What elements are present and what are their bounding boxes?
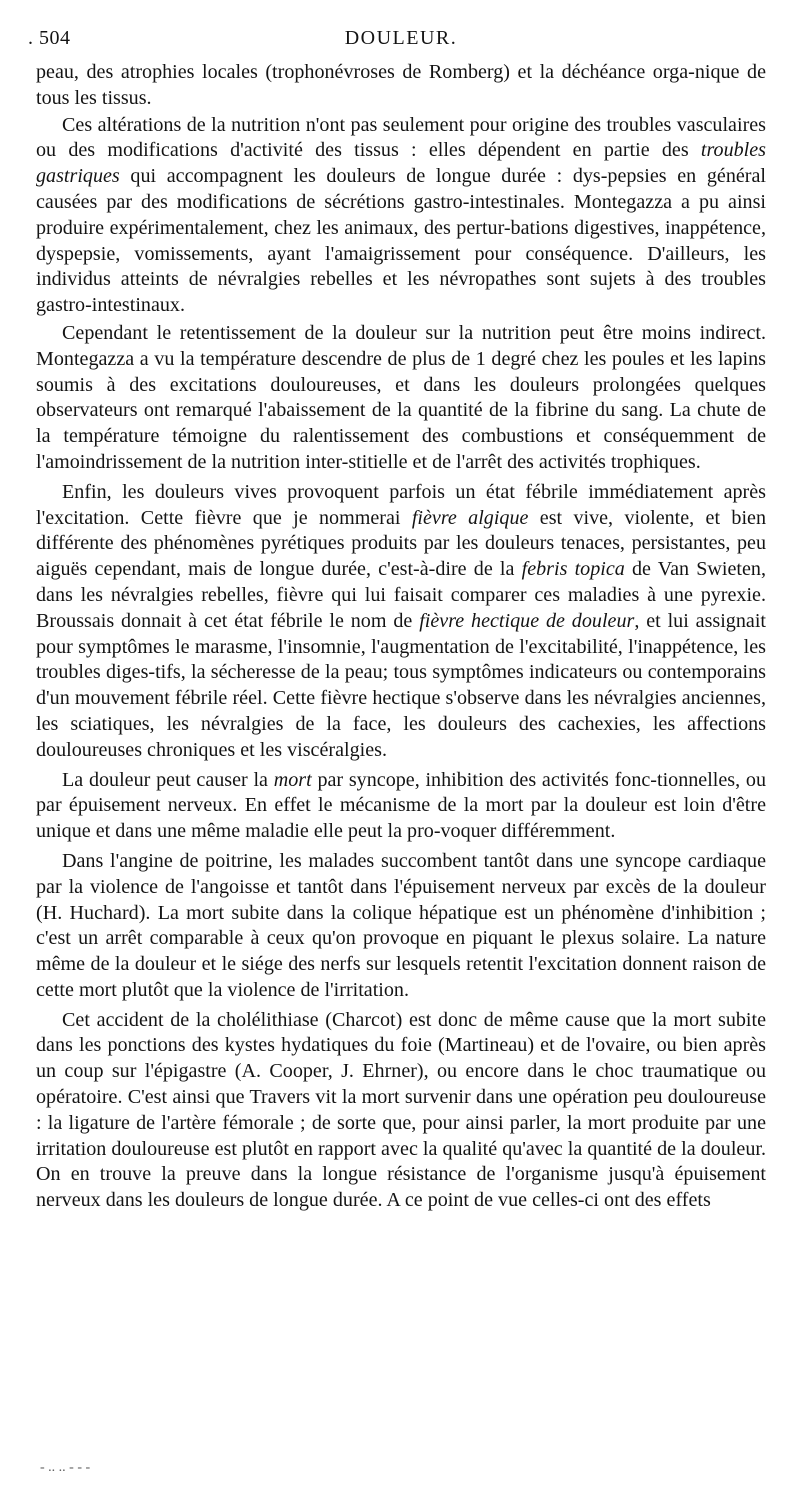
paragraph-4-text-a: Enfin, les douleurs vives provoquent parfois un état fébrile immédiatement après l'excitation. Cette fièvre que je nommerai (36, 480, 766, 529)
paragraph-2-text-a: Ces altérations de la nutrition n'ont pas seulement pour origine des troubles vasculaires ou des modifications d'activité des tissus : elles dépendent en partie des (36, 113, 766, 162)
paragraph-7-text: Cet accident de la cholélithiase (Charcot) est donc de même cause que la mort subite dans les ponctions des kystes hydatiques du foie (Martineau) et de l'ovaire, ou bien après un coup sur l'épigastre (A. Cooper, J. Ehrner), ou encore dans le choc traumatique ou opératoire. C'est ainsi que Travers vit la mort survenir dans une opération peu douloureuse : la ligature de l'artère fémorale ; de sorte que, pour ainsi parler, la mort produite par une irritation douloureuse est plutôt en rapport avec la qualité qu'avec la quantité de la douleur. On en trouve la preuve dans la longue résistance de l'organisme jusqu'à épuisement nerveux dans les douleurs de longue durée. A ce point de vue celles-ci ont des effets (36, 1008, 766, 1212)
book-page (28, 24, 766, 1214)
paragraph-5-text-a: La douleur peut causer la (62, 768, 274, 791)
paragraph-3 (36, 321, 766, 476)
paragraph-4-text-b: est vive, violente, et bien différente des phénomènes pyrétiques produits par les douleurs tenaces, persistantes, peu aiguës cependant, mais de longue durée, c'est-à-dire de la (36, 506, 766, 581)
paragraph-5 (36, 768, 766, 845)
paragraph-4-text-c: de Van Swieten, dans les névralgies rebelles, fièvre qui lui faisait comparer ces maladies à une pyrexie. Broussais donnait à cet état fébrile le nom de (36, 558, 766, 632)
paragraph-2-text-b: qui accompagnent les douleurs de longue durée : dys-pepsies en général causées par des modifications de sécrétions gastro-intestinales. Montegazza a pu ainsi produire expérimentalement, chez les animaux, des pertur-bations digestives, inappétence, dyspepsie, vomissements, ayant l'amaigrissement pour conséquence. D'ailleurs, les individus atteints de névralgies rebelles et les névropathes sont sujets à des troubles gastro-intestinaux. (36, 165, 766, 317)
paragraph-4-italic-c: fièvre hectique de douleur (419, 609, 635, 632)
paragraph-5-text-b: par syncope, inhibition des activités fonc-tionnelles, ou par épuisement nerveux. En effet le mécanisme de la mort par la douleur est loin d'être unique et dans une même maladie elle peut la pro-voquer différemment. (36, 768, 766, 843)
paragraph-7 (36, 1008, 766, 1214)
paragraph-1-text: peau, des atrophies locales (trophonévroses de Romberg) et la déchéance orga-nique de tous les tissus. (36, 61, 766, 109)
paragraph-4 (36, 480, 766, 764)
running-title: DOULEUR. (344, 27, 458, 49)
paragraph-5-italic-a: mort (273, 768, 312, 791)
paragraph-6-text: Dans l'angine de poitrine, les malades succombent tantôt dans une syncope cardiaque par la violence de l'angoisse et tantôt dans l'épuisement nerveux par excès de la douleur (H. Huchard). La mort subite dans la colique hépatique est un phénomène d'inhibition ; c'est un arrêt comparable à ceux qu'on provoque en piquant le plexus solaire. La nature même de la douleur et le siége des nerfs sur lesquels retentit l'excitation donnent raison de cette mort plutôt que la violence de l'irritation. (36, 849, 766, 1001)
page-number: . 504 (28, 27, 71, 49)
paragraph-4-text-d: , et lui assignait pour symptômes le marasme, l'insomnie, l'augmentation de l'excitabilité, l'inappétence, les troubles diges-tifs, la sécheresse de la peau; tous symptômes indicateurs ou contemporains d'un mouvement fébrile réel. Cette fièvre hectique s'observe dans les névralgies anciennes, les sciatiques, les névralgies de la face, les douleurs des cachexies, les affections douloureuses chroniques et les viscéralgies. (36, 609, 766, 761)
paragraph-4-italic-a: fièvre algique (411, 506, 529, 529)
paragraph-2-italic-a: troubles gastriques (36, 139, 766, 188)
paragraph-1 (36, 60, 766, 112)
paragraph-3-text: Cependant le retentissement de la douleur sur la nutrition peut être moins indirect. Montegazza a vu la température descendre de plus de 1 degré chez les poules et les lapins soumis à des excitations douloureuses, et dans les douleurs prolongées quelques observateurs ont remarqué l'abaissement de la quantité de la fibrine du sang. La chute de la température témoigne du ralentissement des combustions et conséquemment de l'amoindrissement de la nutrition inter-stitielle et de l'arrêt des activités trophiques. (36, 321, 766, 473)
paragraph-2 (36, 113, 766, 319)
body-text (36, 60, 766, 1214)
page-header (28, 24, 766, 52)
paragraph-4-italic-b: febris topica (521, 558, 625, 581)
footer-print-marks: - .. .. - - - (40, 1460, 91, 1475)
paragraph-6 (36, 849, 766, 1004)
